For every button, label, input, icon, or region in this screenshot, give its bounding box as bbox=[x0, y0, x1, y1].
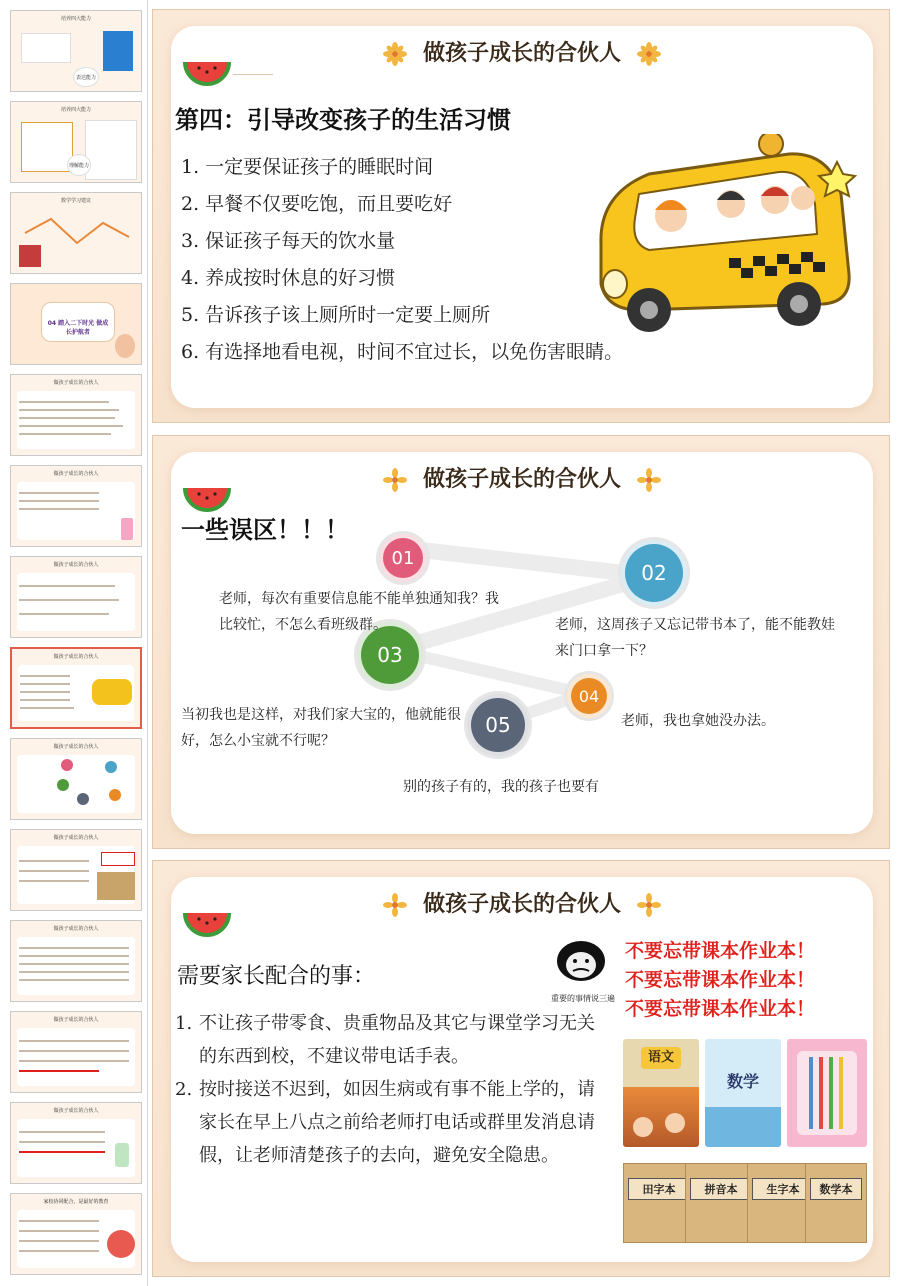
slide-thumbnail-8[interactable] bbox=[10, 647, 142, 729]
thumbnail-title: 做孩子成长的合伙人 bbox=[53, 744, 99, 750]
thumbnail-title: 做孩子成长的合伙人 bbox=[53, 835, 99, 841]
thumbnail-title: 做孩子成长的合伙人 bbox=[53, 380, 99, 386]
slide-life-habits[interactable] bbox=[152, 9, 890, 423]
slide-banner bbox=[171, 36, 873, 67]
thumbnail-badge: 理解能力 bbox=[67, 154, 91, 176]
thumbnail-title: 家校协同配合，是最好的教育 bbox=[43, 1199, 109, 1205]
thumbnail-title: 做孩子成长的合伙人 bbox=[53, 1108, 99, 1114]
thumbnail-title: 数学学习建议 bbox=[60, 198, 91, 204]
thumbnail-title: 做孩子成长的合伙人 bbox=[53, 926, 99, 932]
quote-02: 老师，这周孩子又忘记带书本了，能不能教娃来门口拿一下？ bbox=[555, 617, 835, 659]
slide-banner bbox=[171, 887, 873, 918]
quote-03: 当初我也是这样，对我们家大宝的，他就能很好，怎么小宝就不行呢？ bbox=[181, 707, 461, 749]
school-bus-illustration bbox=[579, 134, 859, 334]
slide-card bbox=[171, 877, 873, 1262]
reminder-text: 不要忘带课本作业本！ bbox=[625, 969, 816, 991]
math-textbook bbox=[705, 1039, 781, 1147]
banner-title: 做孩子成长的合伙人 bbox=[422, 466, 621, 492]
slide-misconceptions[interactable] bbox=[152, 435, 890, 849]
bubble-03: 03 bbox=[357, 622, 423, 688]
list-item: 5. 告诉孩子该上厕所时一定要上厕所 bbox=[181, 304, 491, 326]
thumbnail-title: 培养四大能力 bbox=[60, 16, 91, 22]
list-item: 6. 有选择地看电视，时间不宜过长，以免伤害眼睛。 bbox=[181, 341, 624, 363]
thumbnail-title: 做孩子成长的合伙人 bbox=[53, 654, 99, 660]
reminder-text: 不要忘带课本作业本！ bbox=[625, 998, 816, 1020]
notebook: 数学本 bbox=[805, 1163, 867, 1243]
notebook: 拼音本 bbox=[685, 1163, 757, 1243]
slide-card bbox=[171, 452, 873, 834]
slide-thumbnail-3[interactable] bbox=[10, 192, 142, 274]
thumbnail-badge: 表达能力 bbox=[73, 67, 99, 87]
slide-thumbnail-4[interactable] bbox=[10, 283, 142, 365]
flower-icon bbox=[637, 42, 661, 66]
flower-icon bbox=[383, 42, 407, 66]
slide-canvas bbox=[152, 0, 900, 1286]
list-item: 按时接送不迟到，如因生病或有事不能上学的，请家长在早上八点之前给老师打电话或群里发消息请假，让老师清楚孩子的去向，避免安全隐患。 bbox=[199, 1079, 595, 1166]
slide-thumbnail-7[interactable] bbox=[10, 556, 142, 638]
list-item: 4. 养成按时休息的好习惯 bbox=[181, 267, 396, 289]
book-title: 语文 bbox=[641, 1047, 681, 1069]
chinese-textbook bbox=[623, 1039, 699, 1147]
slide-thumbnail-6[interactable] bbox=[10, 465, 142, 547]
slide-heading: 需要家长配合的事： bbox=[177, 964, 376, 989]
slide-thumbnail-10[interactable] bbox=[10, 829, 142, 911]
slide-heading: 第四：引导改变孩子的生活习惯 bbox=[175, 105, 511, 134]
list-item: 2. 早餐不仅要吃饱，而且要吃好 bbox=[181, 193, 453, 215]
slide-thumbnail-panel bbox=[0, 0, 148, 1286]
book-title: 数学 bbox=[726, 1072, 759, 1091]
quote-01: 老师，每次有重要信息能不能单独通知我？我比较忙，不怎么看班级群。 bbox=[219, 591, 499, 633]
pencil-case-photo bbox=[787, 1039, 867, 1147]
slide-thumbnail-11[interactable] bbox=[10, 920, 142, 1002]
reminder-text: 不要忘带课本作业本！ bbox=[625, 940, 816, 962]
slide-thumbnail-5[interactable] bbox=[10, 374, 142, 456]
slide-thumbnail-2[interactable] bbox=[10, 101, 142, 183]
thumbnail-title: 培养四大能力 bbox=[60, 107, 91, 113]
watermelon-icon bbox=[181, 48, 233, 88]
list-item: 不让孩子带零食、贵重物品及其它与课堂学习无关的东西到校，不建议带电话手表。 bbox=[199, 1013, 595, 1067]
item-number: 1. bbox=[175, 1013, 193, 1034]
quote-04: 老师，我也拿她没办法。 bbox=[621, 713, 775, 729]
slide-thumbnail-12[interactable] bbox=[10, 1011, 142, 1093]
meme-caption: 重要的事情说三遍 bbox=[551, 994, 615, 1003]
slide-heading: 一些误区！！！ bbox=[181, 515, 349, 544]
thumbnail-title: 做孩子成长的合伙人 bbox=[53, 1017, 99, 1023]
bubble-04: 04 bbox=[567, 674, 611, 718]
notebook: 生字本 bbox=[747, 1163, 819, 1243]
slide-thumbnail-14[interactable] bbox=[10, 1193, 142, 1275]
banner-title: 做孩子成长的合伙人 bbox=[422, 40, 621, 66]
flower-icon bbox=[383, 893, 407, 917]
bubble-02: 02 bbox=[621, 540, 687, 606]
list-item: 3. 保证孩子每天的饮水量 bbox=[181, 230, 396, 252]
list-item: 1. 一定要保证孩子的睡眠时间 bbox=[181, 156, 434, 178]
thumbnail-title: 做孩子成长的合伙人 bbox=[53, 471, 99, 477]
exercise-books bbox=[623, 1163, 867, 1243]
thumbnail-title: 04 踏入二下时光 做成长护航者 bbox=[47, 320, 109, 336]
flower-icon bbox=[637, 893, 661, 917]
slide-parent-cooperation[interactable] bbox=[152, 860, 890, 1277]
slide-card bbox=[171, 26, 873, 408]
watermelon-icon bbox=[181, 899, 233, 939]
thumbnail-title: 做孩子成长的合伙人 bbox=[53, 562, 99, 568]
bubble-01: 01 bbox=[379, 534, 427, 582]
meme-face-icon bbox=[551, 939, 611, 991]
notebook: 田字本 bbox=[623, 1163, 695, 1243]
slide-thumbnail-1[interactable] bbox=[10, 10, 142, 92]
quote-05: 别的孩子有的，我的孩子也要有 bbox=[403, 779, 599, 795]
bubble-05: 05 bbox=[467, 694, 529, 756]
item-number: 2. bbox=[175, 1079, 193, 1100]
banner-title: 做孩子成长的合伙人 bbox=[422, 891, 621, 917]
slide-thumbnail-9[interactable] bbox=[10, 738, 142, 820]
slide-thumbnail-13[interactable] bbox=[10, 1102, 142, 1184]
